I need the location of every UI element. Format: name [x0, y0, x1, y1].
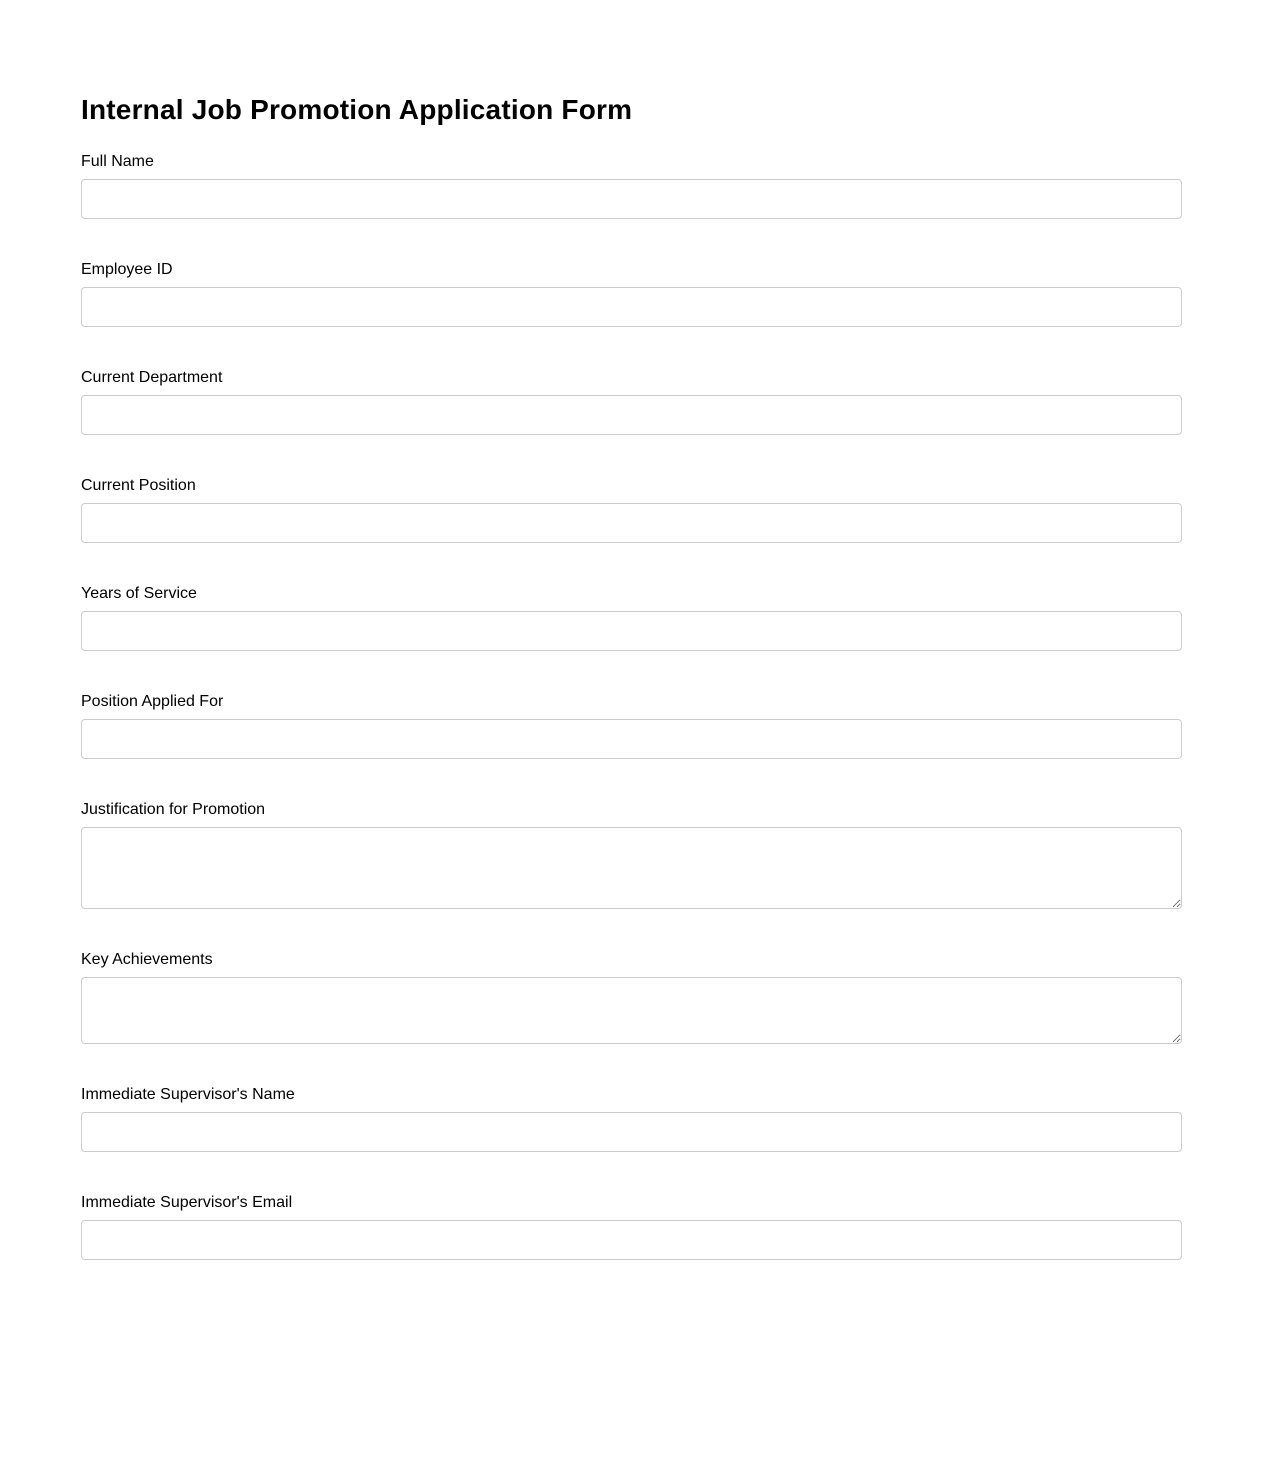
full-name-input[interactable]	[81, 179, 1182, 219]
current-department-label: Current Department	[81, 369, 223, 386]
field-key-achievements	[81, 951, 1182, 969]
field-supervisor-email	[81, 1194, 1182, 1212]
current-position-input[interactable]	[81, 503, 1182, 543]
field-current-department	[81, 369, 1182, 387]
current-position-label: Current Position	[81, 477, 196, 494]
key-achievements-label: Key Achievements	[81, 951, 213, 968]
years-of-service-input[interactable]	[81, 611, 1182, 651]
years-of-service-label: Years of Service	[81, 585, 197, 602]
justification-label: Justification for Promotion	[81, 801, 266, 818]
supervisor-name-label: Immediate Supervisor's Name	[81, 1086, 295, 1103]
key-achievements-textarea[interactable]	[81, 977, 1182, 1044]
employee-id-input[interactable]	[81, 287, 1182, 327]
current-department-input[interactable]	[81, 395, 1182, 435]
full-name-label: Full Name	[81, 153, 154, 170]
position-applied-for-label: Position Applied For	[81, 693, 224, 710]
justification-textarea[interactable]	[81, 827, 1182, 909]
supervisor-email-input[interactable]	[81, 1220, 1182, 1260]
field-full-name	[81, 153, 1182, 171]
field-justification	[81, 801, 1182, 819]
supervisor-email-label: Immediate Supervisor's Email	[81, 1194, 293, 1211]
field-employee-id	[81, 261, 1182, 279]
field-supervisor-name	[81, 1086, 1182, 1104]
position-applied-for-input[interactable]	[81, 719, 1182, 759]
page-title: Internal Job Promotion Application Form	[81, 94, 633, 125]
field-current-position	[81, 477, 1182, 495]
field-position-applied-for	[81, 693, 1182, 711]
field-years-of-service	[81, 585, 1182, 603]
supervisor-name-input[interactable]	[81, 1112, 1182, 1152]
employee-id-label: Employee ID	[81, 261, 173, 278]
